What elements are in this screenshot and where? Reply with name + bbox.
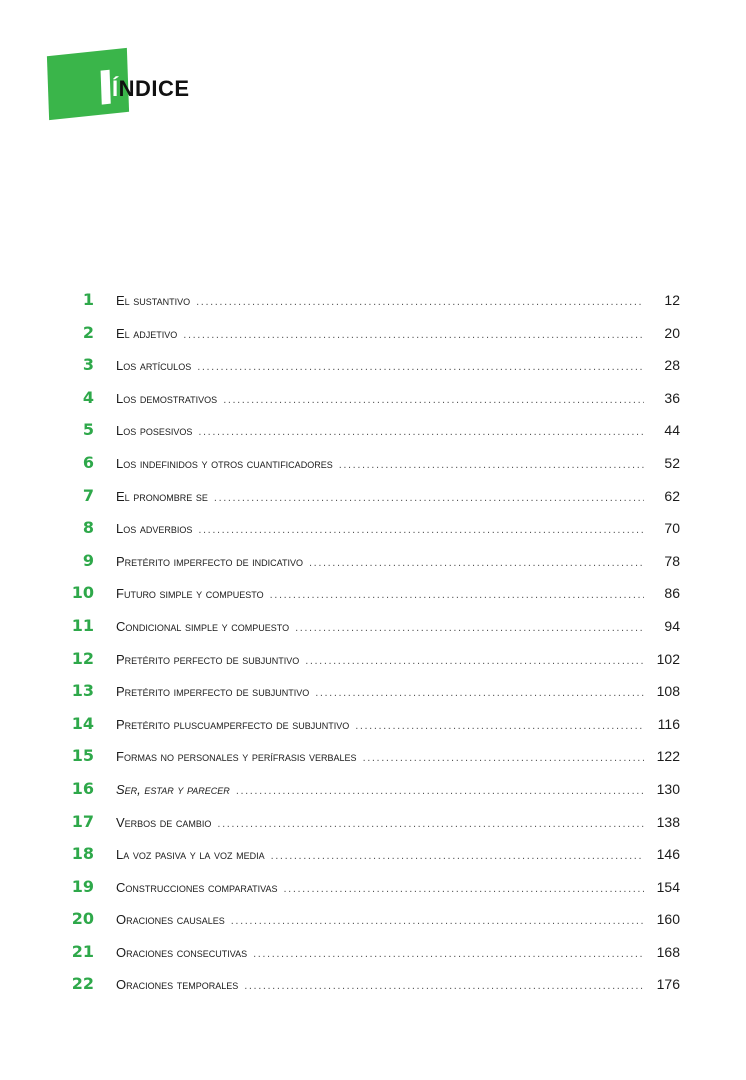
chapter-title[interactable]: El sustantivo — [116, 293, 191, 308]
chapter-title[interactable]: Ser, estar y parecer — [116, 781, 230, 797]
toc-row[interactable] — [60, 974, 680, 1007]
toc-row[interactable] — [60, 812, 680, 845]
dot-leader — [198, 524, 644, 536]
page-number: 102 — [656, 650, 680, 667]
dot-leader — [315, 687, 644, 699]
page-header — [48, 52, 248, 122]
dot-leader — [196, 296, 644, 308]
page-number: 116 — [657, 715, 680, 732]
dot-leader — [339, 459, 644, 471]
chapter-title[interactable]: Los artículos — [116, 358, 192, 374]
page-number: 160 — [656, 911, 680, 928]
page-number: 94 — [664, 617, 680, 634]
chapter-title[interactable]: Oraciones causales — [116, 912, 225, 928]
toc-row[interactable] — [60, 486, 680, 519]
table-of-contents — [60, 290, 680, 1007]
chapter-title[interactable]: Oraciones consecutivas — [116, 944, 248, 960]
dot-leader — [270, 589, 644, 601]
chapter-number: 20 — [71, 909, 94, 929]
chapter-title[interactable]: Los demostrativos — [116, 390, 218, 406]
chapter-number: 4 — [82, 387, 94, 407]
chapter-number: 6 — [82, 452, 94, 472]
chapter-number: 14 — [71, 713, 94, 733]
chapter-title[interactable]: Los indefinidos y otros cuantificadores — [116, 455, 333, 471]
toc-row[interactable] — [60, 942, 680, 975]
chapter-number: 12 — [71, 648, 94, 668]
chapter-number: 19 — [71, 876, 94, 896]
dot-leader — [253, 948, 644, 960]
chapter-title[interactable]: La voz pasiva y la voz media — [116, 847, 265, 863]
toc-row[interactable] — [60, 453, 680, 486]
page-number: 36 — [664, 389, 680, 406]
chapter-title[interactable]: Condicional simple y compuesto — [116, 618, 290, 634]
chapter-title[interactable]: El adjetivo — [116, 325, 178, 341]
page-number: 44 — [664, 422, 680, 439]
dot-leader — [214, 492, 644, 504]
chapter-number: 16 — [71, 778, 94, 798]
dot-leader — [363, 752, 644, 764]
page-number: 12 — [664, 292, 680, 308]
page-number: 52 — [664, 454, 680, 471]
chapter-number: 3 — [82, 355, 94, 375]
chapter-title[interactable]: Pretérito imperfecto de indicativo — [116, 553, 304, 569]
chapter-number: 11 — [71, 615, 94, 635]
toc-row[interactable] — [60, 779, 680, 812]
toc-row[interactable] — [60, 355, 680, 388]
chapter-number: 1 — [82, 290, 94, 309]
page-number: 86 — [664, 585, 680, 602]
dot-leader — [198, 426, 644, 438]
page-title — [112, 76, 190, 102]
chapter-number: 5 — [82, 420, 94, 440]
toc-row[interactable] — [60, 714, 680, 747]
dot-leader — [271, 850, 644, 862]
dot-leader — [217, 818, 644, 830]
page-number: 138 — [656, 813, 680, 830]
chapter-title[interactable]: Los adverbios — [116, 521, 193, 537]
dot-leader — [295, 622, 644, 634]
chapter-title[interactable]: Construcciones comparativas — [116, 879, 278, 895]
toc-row[interactable] — [60, 323, 680, 356]
chapter-number: 22 — [71, 974, 94, 994]
page-number: 176 — [656, 976, 680, 993]
chapter-title[interactable]: Oraciones temporales — [116, 977, 239, 993]
chapter-title[interactable]: Futuro simple y compuesto — [116, 586, 264, 602]
dot-leader — [223, 394, 644, 406]
dot-leader — [231, 915, 644, 927]
chapter-number: 8 — [82, 518, 94, 538]
page-number: 78 — [664, 552, 680, 569]
toc-row[interactable] — [60, 616, 680, 649]
dot-leader — [305, 655, 644, 667]
dot-leader — [236, 785, 644, 797]
dot-leader — [284, 883, 644, 895]
chapter-title[interactable]: Pretérito pluscuamperfecto de subjuntivo — [116, 716, 350, 732]
toc-row[interactable] — [60, 844, 680, 877]
toc-row[interactable] — [60, 583, 680, 616]
chapter-number: 13 — [71, 681, 94, 701]
dot-leader — [309, 557, 644, 569]
toc-row[interactable] — [60, 290, 680, 323]
toc-row[interactable] — [60, 388, 680, 421]
chapter-number: 9 — [82, 550, 94, 570]
page-number: 154 — [656, 878, 680, 895]
page-number: 20 — [664, 324, 680, 341]
toc-row[interactable] — [60, 649, 680, 682]
toc-row[interactable] — [60, 681, 680, 714]
page-number: 62 — [664, 487, 680, 504]
page-number: 28 — [664, 357, 680, 374]
page-number: 108 — [656, 683, 680, 700]
chapter-number: 10 — [71, 583, 94, 603]
chapter-title[interactable]: Verbos de cambio — [116, 814, 212, 830]
chapter-number: 18 — [71, 844, 94, 864]
dot-leader — [355, 720, 644, 732]
page-title-rest: NDICE — [118, 76, 190, 101]
chapter-title[interactable]: Pretérito perfecto de subjuntivo — [116, 651, 300, 667]
chapter-number: 2 — [82, 322, 94, 342]
toc-row[interactable] — [60, 551, 680, 584]
dot-leader — [183, 329, 644, 341]
chapter-number: 7 — [82, 485, 94, 505]
chapter-title[interactable]: El pronombre se — [116, 488, 208, 504]
page-title-initial: Í — [112, 76, 119, 101]
toc-row[interactable] — [60, 420, 680, 453]
chapter-title[interactable]: Formas no personales y perífrasis verbales — [116, 749, 357, 765]
page-number: 168 — [656, 943, 680, 960]
page-number: 130 — [656, 780, 680, 797]
dot-leader — [244, 980, 644, 992]
chapter-number: 15 — [71, 746, 94, 766]
chapter-number: 17 — [71, 811, 94, 831]
toc-row[interactable] — [60, 518, 680, 551]
dot-leader — [197, 361, 644, 373]
page-number: 146 — [656, 846, 680, 863]
page-number: 70 — [664, 520, 680, 537]
toc-row[interactable] — [60, 877, 680, 910]
chapter-title[interactable]: Pretérito imperfecto de subjuntivo — [116, 684, 310, 700]
chapter-number: 21 — [71, 941, 94, 961]
toc-row[interactable] — [60, 909, 680, 942]
chapter-title[interactable]: Los posesivos — [116, 423, 193, 439]
toc-row[interactable] — [60, 746, 680, 779]
page-number: 122 — [656, 748, 680, 765]
